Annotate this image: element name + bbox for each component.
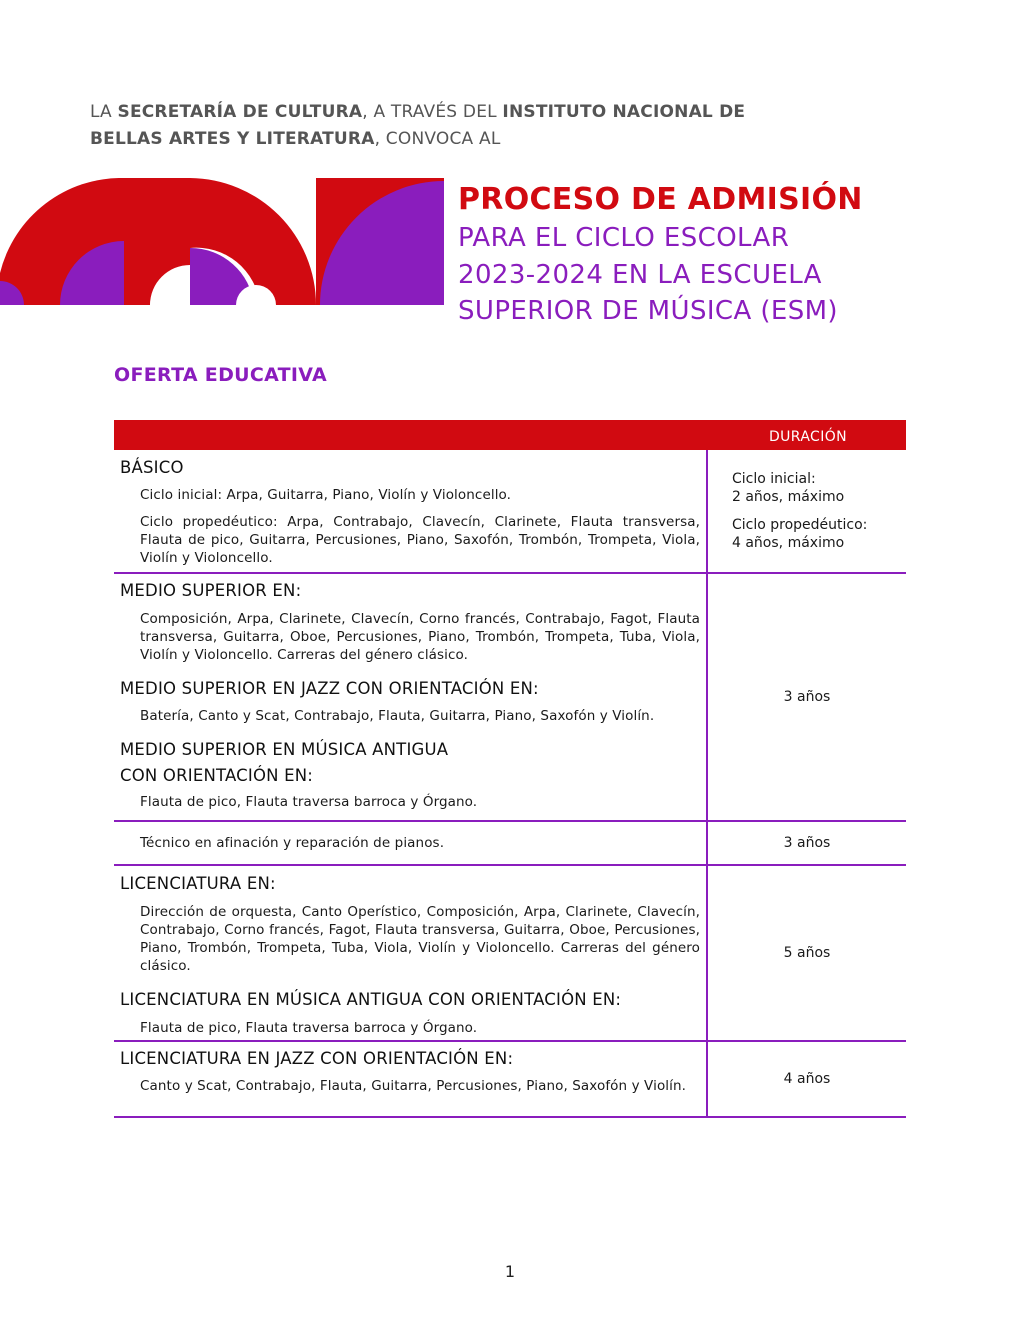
program-description: Flauta de pico, Flauta traversa barroca y Órgano. <box>140 794 478 810</box>
duration-header: DURACIÓN <box>768 429 848 445</box>
duration-cell <box>708 866 906 1040</box>
duration-text: 3 años <box>783 835 831 851</box>
program-description: Batería, Canto y Scat, Contrabajo, Flauta, Guitarra, Piano, Saxofón y Violín. <box>140 708 655 724</box>
subtitle-line-2: 2023-2024 EN LA ESCUELA <box>458 259 822 290</box>
duration-text: 2 años, máximo <box>732 489 845 505</box>
category-title: MEDIO SUPERIOR EN: <box>120 581 302 600</box>
program-description: Dirección de orquesta, Canto Operístico, Composición, Arpa, Clarinete, Clavecín, Contrabajo, Corno francés, Fagot, Flauta transversa, Guitarra, Oboe, Percusiones, Piano, Trombón, Trompeta, Tuba, Viola, Violín y Violoncello. Carreras del género clásico. <box>140 904 700 974</box>
subtitle-line-3: SUPERIOR DE MÚSICA (ESM) <box>458 296 838 326</box>
table-row-licenciatura-jazz <box>114 1042 906 1118</box>
page-number: 1 <box>504 1262 516 1281</box>
category-title: MEDIO SUPERIOR EN JAZZ CON ORIENTACIÓN EN: <box>120 679 539 698</box>
duration-text: 5 años <box>783 945 831 961</box>
duration-text: Ciclo propedéutico: <box>732 517 868 533</box>
category-title: CON ORIENTACIÓN EN: <box>120 766 314 785</box>
offer-table <box>114 420 906 1118</box>
category-title: BÁSICO <box>120 458 184 477</box>
duration-cell <box>708 1042 906 1116</box>
category-title: LICENCIATURA EN MÚSICA ANTIGUA CON ORIENTACIÓN EN: <box>120 990 622 1009</box>
program-description: Flauta de pico, Flauta traversa barroca y Órgano. <box>140 1020 478 1036</box>
category-title: LICENCIATURA EN: <box>120 874 276 893</box>
duration-cell <box>708 574 906 820</box>
duration-cell <box>708 450 906 572</box>
table-row-medio-superior <box>114 574 906 822</box>
duration-cell <box>708 822 906 864</box>
table-header <box>114 420 906 450</box>
decorative-banner <box>0 178 444 305</box>
intro-text <box>90 99 810 153</box>
duration-text: 3 años <box>783 689 831 705</box>
program-cell <box>114 1042 708 1116</box>
intro-bold-1: SECRETARÍA DE CULTURA <box>117 102 363 122</box>
page-title: PROCESO DE ADMISIÓN <box>458 182 863 217</box>
section-heading: OFERTA EDUCATIVA <box>114 364 327 386</box>
program-cell <box>114 450 708 572</box>
table-row-licenciatura <box>114 866 906 1042</box>
table-row-tecnico <box>114 822 906 866</box>
program-cell <box>114 574 708 820</box>
duration-text: 4 años <box>783 1071 831 1087</box>
program-description: Técnico en afinación y reparación de pianos. <box>140 835 445 851</box>
category-title: MEDIO SUPERIOR EN MÚSICA ANTIGUA <box>120 740 449 759</box>
table-row-basico <box>114 450 906 574</box>
program-description: Canto y Scat, Contrabajo, Flauta, Guitarra, Percusiones, Piano, Saxofón y Violín. <box>140 1078 687 1094</box>
program-description: Ciclo inicial: Arpa, Guitarra, Piano, Violín y Violoncello. <box>140 487 512 503</box>
intro-part-2: , A TRAVÉS DEL <box>362 102 503 122</box>
duration-text: Ciclo inicial: <box>732 471 816 487</box>
subtitle-line-1: PARA EL CICLO ESCOLAR <box>458 223 790 253</box>
category-title: LICENCIATURA EN JAZZ CON ORIENTACIÓN EN: <box>120 1049 514 1068</box>
program-description: Composición, Arpa, Clarinete, Clavecín, Corno francés, Contrabajo, Fagot, Flauta transversa, Guitarra, Oboe, Percusiones, Piano, Trombón, Trompeta, Tuba, Viola, Violín y Violoncello. Carreras del género clásico. <box>140 611 700 663</box>
title-block <box>458 180 998 330</box>
intro-bold-2: INSTITUTO NACIONAL DE BELLAS ARTES Y LITERATURA <box>90 102 746 149</box>
program-description: Ciclo propedéutico: Arpa, Contrabajo, Clavecín, Clarinete, Flauta transversa, Flauta de pico, Guitarra, Percusiones, Piano, Saxofón, Trombón, Trompeta, Viola, Violín y Violoncello. <box>140 514 700 566</box>
intro-part-1: LA <box>90 102 118 122</box>
program-cell <box>114 866 708 1040</box>
duration-text: 4 años, máximo <box>732 535 845 551</box>
intro-part-3: , CONVOCA AL <box>374 129 501 149</box>
banner-graphic <box>0 178 444 305</box>
program-cell <box>114 822 708 864</box>
